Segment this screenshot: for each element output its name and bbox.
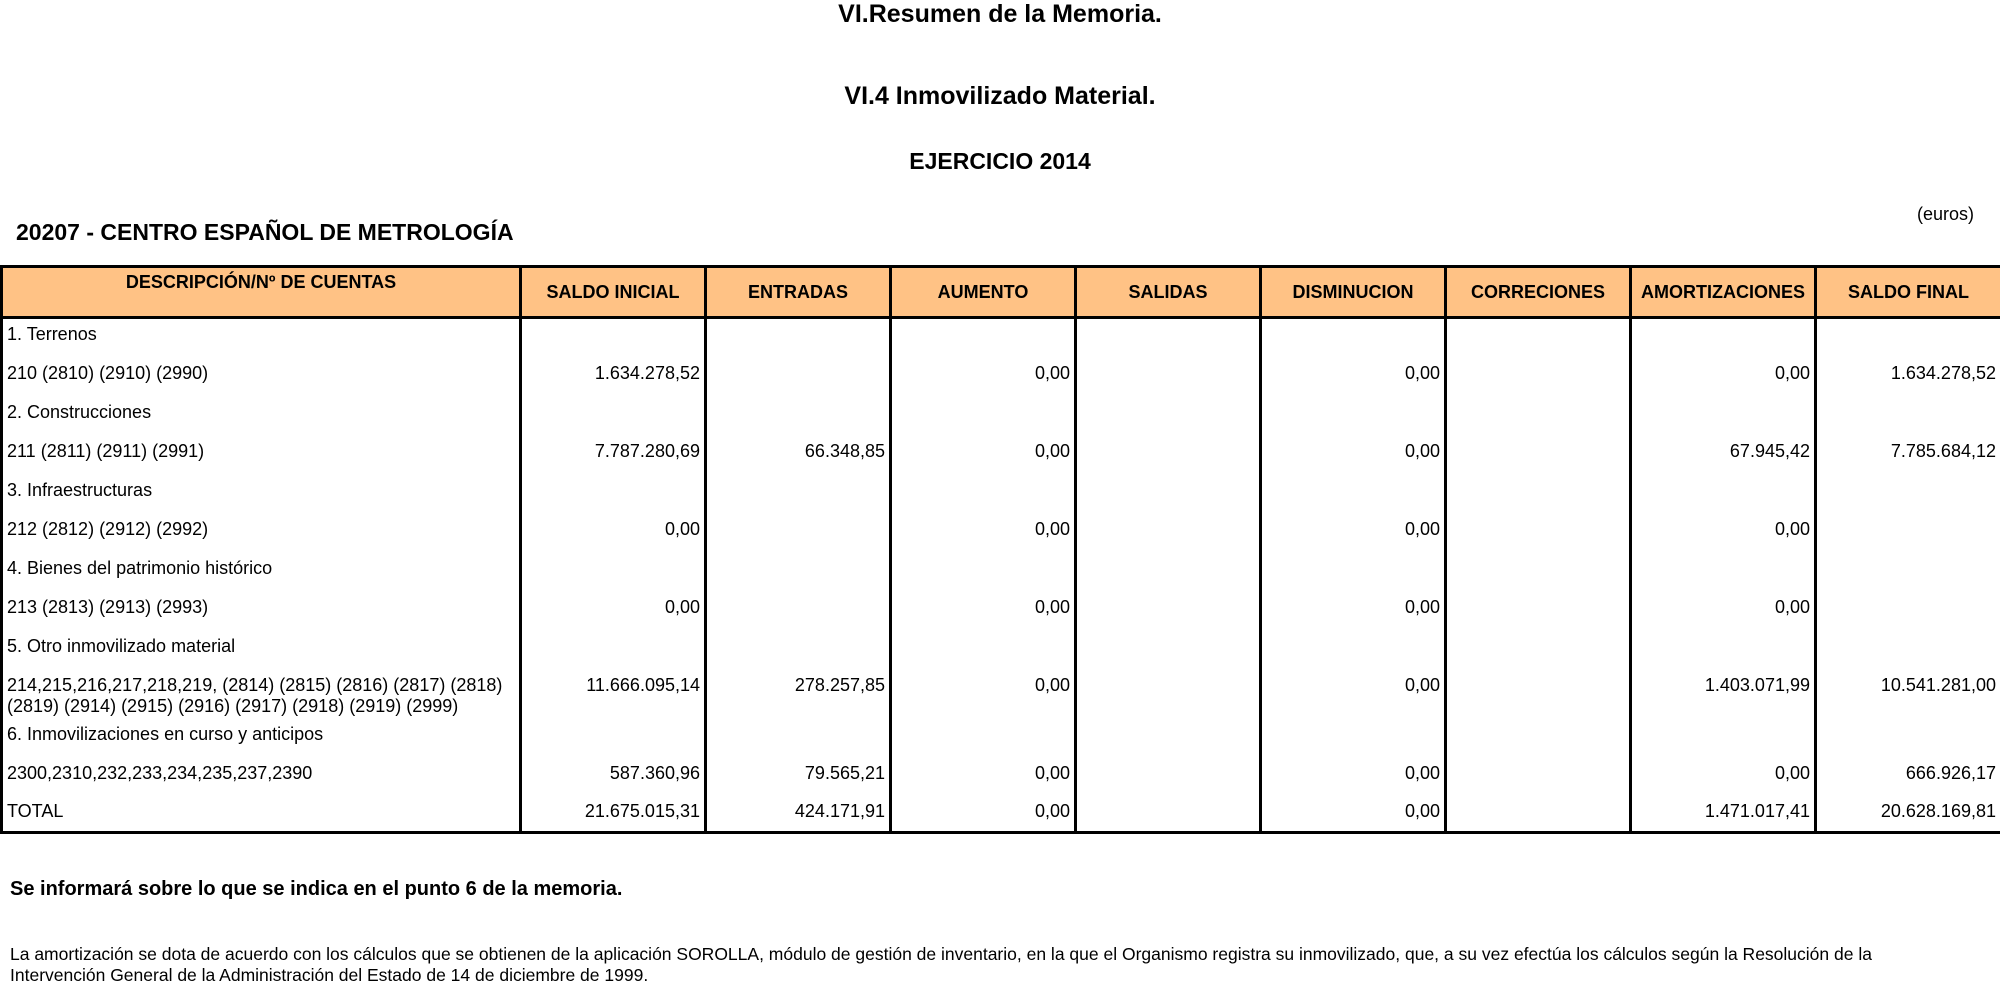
account-codes: 214,215,216,217,218,219, (2814) (2815) (2816) (2817) (2818) (2819) (2914) (2915) (2916) (2917) (2918) (2919) (2999) bbox=[2, 671, 521, 719]
cell-saldo-final: 666.926,17 bbox=[1816, 759, 2000, 797]
cell-aumento: 0,00 bbox=[891, 437, 1076, 475]
entity-name: 20207 - CENTRO ESPAÑOL DE METROLOGÍA bbox=[16, 219, 514, 245]
cell-amortizaciones: 0,00 bbox=[1631, 593, 1816, 631]
fixed-assets-table bbox=[0, 265, 2000, 834]
cell-saldo-inicial: 587.360,96 bbox=[521, 759, 706, 797]
cell-correciones bbox=[1446, 515, 1631, 553]
section-label: 6. Inmovilizaciones en curso y anticipos bbox=[2, 719, 521, 759]
cell-disminucion: 0,00 bbox=[1261, 359, 1446, 397]
cell-aumento: 0,00 bbox=[891, 593, 1076, 631]
cell-salidas bbox=[1076, 797, 1261, 833]
cell-disminucion: 0,00 bbox=[1261, 797, 1446, 833]
total-row bbox=[2, 797, 2000, 833]
cell-saldo-final bbox=[1816, 515, 2000, 553]
cell-saldo-final bbox=[1816, 593, 2000, 631]
cell-entradas: 66.348,85 bbox=[706, 437, 891, 475]
column-header: AUMENTO bbox=[891, 267, 1076, 318]
column-header: DESCRIPCIÓN/Nº DE CUENTAS bbox=[2, 267, 521, 318]
page-subtitle: VI.4 Inmovilizado Material. bbox=[844, 82, 1156, 110]
cell-aumento: 0,00 bbox=[891, 515, 1076, 553]
table-header-row bbox=[2, 267, 2000, 318]
cell-disminucion: 0,00 bbox=[1261, 515, 1446, 553]
table-row bbox=[2, 593, 2000, 631]
cell-aumento: 0,00 bbox=[891, 671, 1076, 719]
cell-entradas: 278.257,85 bbox=[706, 671, 891, 719]
table-row bbox=[2, 759, 2000, 797]
cell-disminucion: 0,00 bbox=[1261, 671, 1446, 719]
cell-entradas bbox=[706, 593, 891, 631]
section-label: 2. Construcciones bbox=[2, 397, 521, 437]
section-row bbox=[2, 553, 2000, 593]
cell-correciones bbox=[1446, 671, 1631, 719]
cell-saldo-inicial: 1.634.278,52 bbox=[521, 359, 706, 397]
cell-amortizaciones: 0,00 bbox=[1631, 515, 1816, 553]
cell-amortizaciones: 1.403.071,99 bbox=[1631, 671, 1816, 719]
cell-saldo-final: 10.541.281,00 bbox=[1816, 671, 2000, 719]
cell-correciones bbox=[1446, 593, 1631, 631]
exercise-year: EJERCICIO 2014 bbox=[909, 148, 1091, 174]
column-header: CORRECIONES bbox=[1446, 267, 1631, 318]
table-row bbox=[2, 515, 2000, 553]
cell-correciones bbox=[1446, 797, 1631, 833]
section-label: 1. Terrenos bbox=[2, 318, 521, 360]
amortization-note: La amortización se dota de acuerdo con los cálculos que se obtienen de la aplicación SOROLLA, módulo de gestión de inventario, en la que el Organismo registra su inmovilizado, que, a su vez efectúa los cálculos según la Resolución de la Intervención General de la Administración del Estado de 14 de diciembre de 1999. bbox=[10, 944, 1872, 985]
cell-saldo-inicial: 11.666.095,14 bbox=[521, 671, 706, 719]
table-row bbox=[2, 671, 2000, 719]
cell-correciones bbox=[1446, 437, 1631, 475]
account-codes: 210 (2810) (2910) (2990) bbox=[2, 359, 521, 397]
units-label: (euros) bbox=[1916, 204, 1974, 224]
column-header: ENTRADAS bbox=[706, 267, 891, 318]
account-codes: 213 (2813) (2913) (2993) bbox=[2, 593, 521, 631]
column-header: SALDO FINAL bbox=[1816, 267, 2000, 318]
cell-disminucion: 0,00 bbox=[1261, 593, 1446, 631]
cell-saldo-inicial: 0,00 bbox=[521, 515, 706, 553]
cell-aumento: 0,00 bbox=[891, 759, 1076, 797]
column-header: DISMINUCION bbox=[1261, 267, 1446, 318]
cell-disminucion: 0,00 bbox=[1261, 437, 1446, 475]
cell-amortizaciones: 67.945,42 bbox=[1631, 437, 1816, 475]
account-codes: 2300,2310,232,233,234,235,237,2390 bbox=[2, 759, 521, 797]
cell-saldo-final: 7.785.684,12 bbox=[1816, 437, 2000, 475]
cell-saldo-final: 20.628.169,81 bbox=[1816, 797, 2000, 833]
cell-entradas: 79.565,21 bbox=[706, 759, 891, 797]
cell-correciones bbox=[1446, 359, 1631, 397]
cell-salidas bbox=[1076, 671, 1261, 719]
section-row bbox=[2, 318, 2000, 360]
cell-entradas: 424.171,91 bbox=[706, 797, 891, 833]
column-header: SALDO INICIAL bbox=[521, 267, 706, 318]
cell-disminucion: 0,00 bbox=[1261, 759, 1446, 797]
memory-note-heading: Se informará sobre lo que se indica en el punto 6 de la memoria. bbox=[10, 878, 623, 900]
table-row bbox=[2, 359, 2000, 397]
table-row bbox=[2, 437, 2000, 475]
cell-salidas bbox=[1076, 437, 1261, 475]
account-codes: 212 (2812) (2912) (2992) bbox=[2, 515, 521, 553]
cell-amortizaciones: 1.471.017,41 bbox=[1631, 797, 1816, 833]
total-label: TOTAL bbox=[2, 797, 521, 833]
section-label: 3. Infraestructuras bbox=[2, 475, 521, 515]
cell-salidas bbox=[1076, 759, 1261, 797]
cell-amortizaciones: 0,00 bbox=[1631, 759, 1816, 797]
column-header: SALIDAS bbox=[1076, 267, 1261, 318]
cell-aumento: 0,00 bbox=[891, 797, 1076, 833]
cell-saldo-inicial: 7.787.280,69 bbox=[521, 437, 706, 475]
page-title: VI.Resumen de la Memoria. bbox=[838, 0, 1162, 28]
section-row bbox=[2, 631, 2000, 671]
section-label: 4. Bienes del patrimonio histórico bbox=[2, 553, 521, 593]
cell-saldo-inicial: 0,00 bbox=[521, 593, 706, 631]
section-row bbox=[2, 475, 2000, 515]
cell-entradas bbox=[706, 515, 891, 553]
cell-correciones bbox=[1446, 759, 1631, 797]
cell-saldo-final: 1.634.278,52 bbox=[1816, 359, 2000, 397]
cell-entradas bbox=[706, 359, 891, 397]
column-header: AMORTIZACIONES bbox=[1631, 267, 1816, 318]
cell-salidas bbox=[1076, 359, 1261, 397]
cell-salidas bbox=[1076, 593, 1261, 631]
cell-salidas bbox=[1076, 515, 1261, 553]
section-row bbox=[2, 719, 2000, 759]
cell-saldo-inicial: 21.675.015,31 bbox=[521, 797, 706, 833]
cell-amortizaciones: 0,00 bbox=[1631, 359, 1816, 397]
cell-aumento: 0,00 bbox=[891, 359, 1076, 397]
section-row bbox=[2, 397, 2000, 437]
section-label: 5. Otro inmovilizado material bbox=[2, 631, 521, 671]
account-codes: 211 (2811) (2911) (2991) bbox=[2, 437, 521, 475]
